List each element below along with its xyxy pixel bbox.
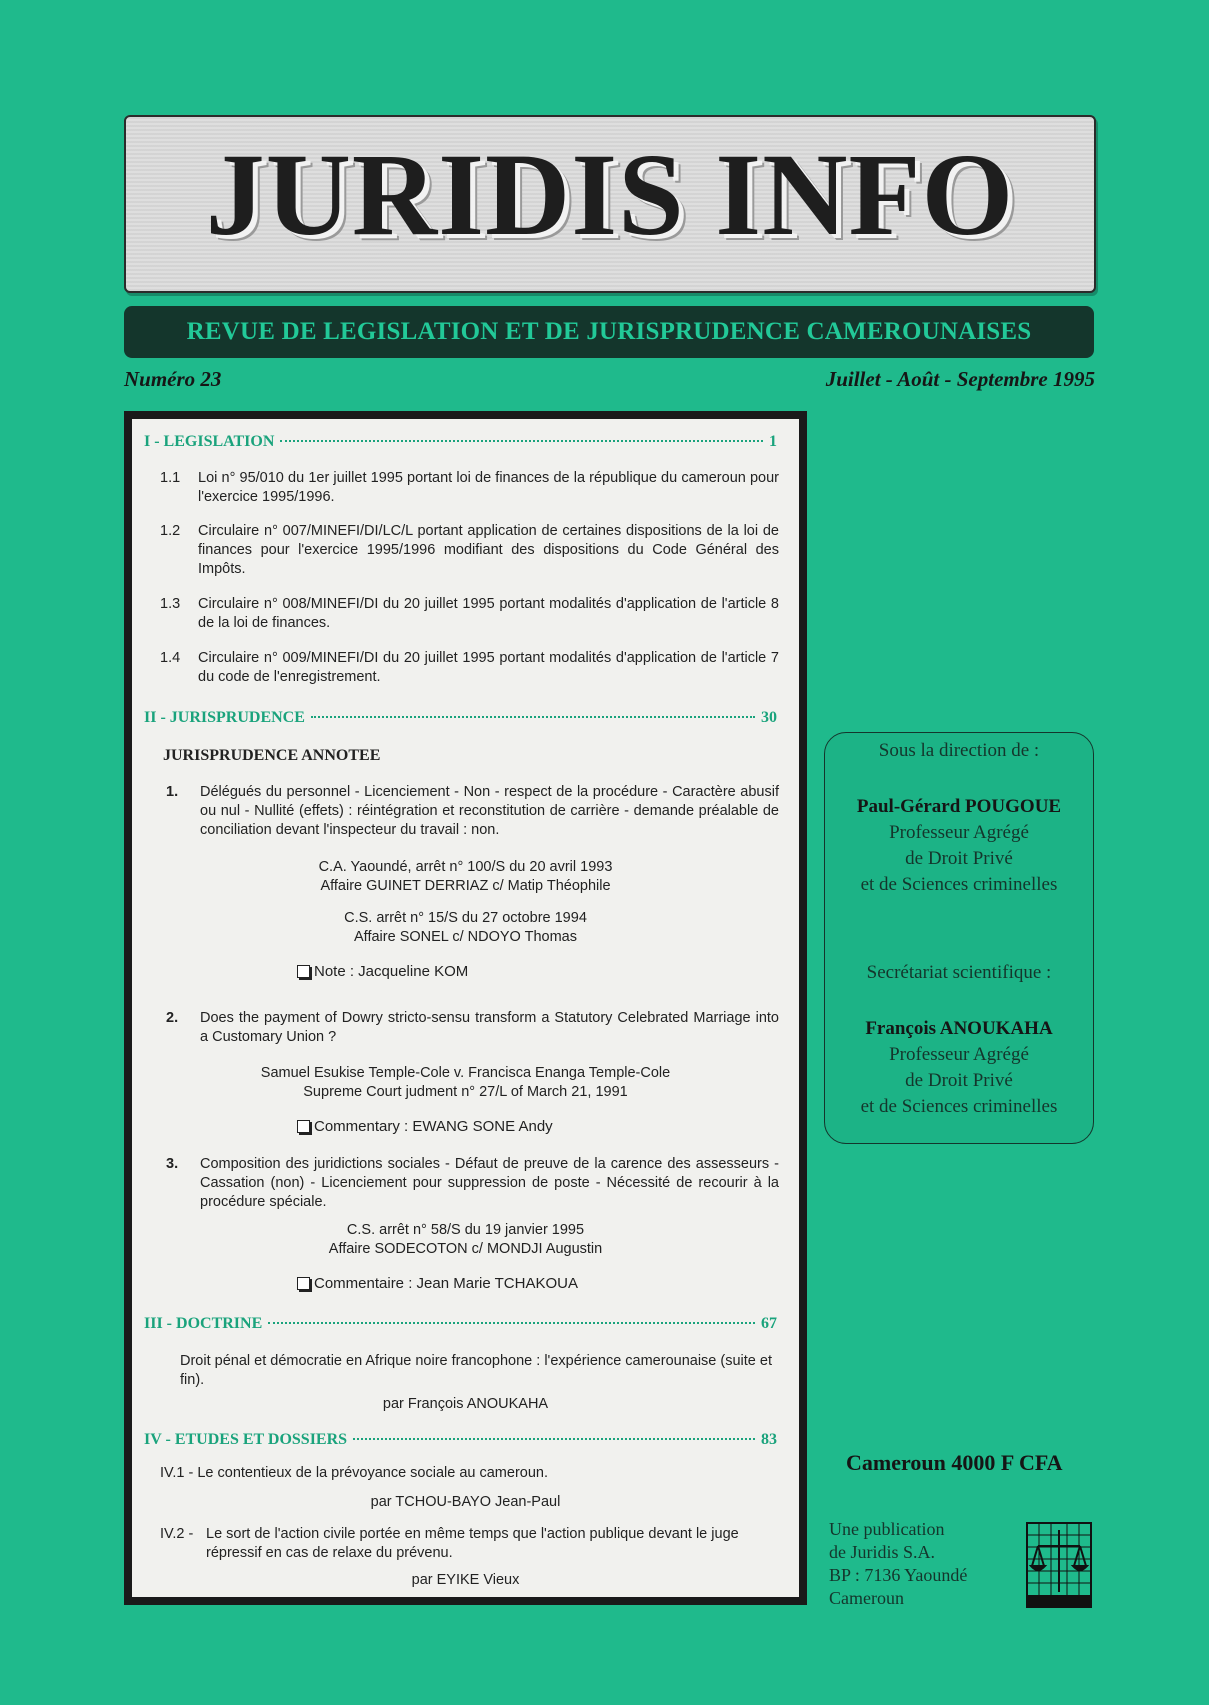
publisher-info [829, 1518, 967, 1610]
item-author: par TCHOU-BAYO Jean-Paul [370, 1494, 561, 1510]
case-text: Délégués du personnel - Licenciement - Non - respect de la procédure - Caractère abusif ou nul - Nullité (effets) : réintégration et reconstitution de carrière - demande préalable de conciliation devant l'inspecteur du travail : non. [200, 784, 779, 838]
publisher-line: Une publication [829, 1519, 945, 1539]
masthead [124, 115, 1096, 293]
list-item [160, 595, 779, 635]
item-number: 1.4 [160, 650, 181, 666]
section-page: 30 [761, 709, 777, 726]
dot-leader [353, 1438, 755, 1440]
secretary-name: François ANOUKAHA [865, 1018, 1053, 1039]
item-text: Loi n° 95/010 du 1er juillet 1995 portant loi de finances de la république du cameroun pour l'exercice 1995/1996. [198, 470, 779, 505]
item-text: Le contentieux de la prévoyance sociale au cameroun. [197, 1465, 549, 1481]
checkbox-bullet-icon [297, 965, 310, 978]
jurisprudence-subheading: JURISPRUDENCE ANNOTEE [163, 747, 381, 764]
case-item [166, 1009, 779, 1049]
case-reference: Samuel Esukise Temple-Cole v. Francisca Enanga Temple-Cole [260, 1065, 671, 1081]
secretariat-heading: Secrétariat scientifique : [866, 962, 1052, 983]
note-text: Note : Jacqueline KOM [314, 963, 469, 980]
list-item [160, 649, 779, 689]
note-text: Commentary : EWANG SONE Andy [314, 1118, 553, 1135]
director-title: de Droit Privé [905, 848, 1013, 869]
dot-leader [311, 716, 755, 718]
case-reference: C.A. Yaoundé, arrêt n° 100/S du 20 avril 1993 [318, 859, 613, 875]
direction-heading: Sous la direction de : [878, 740, 1040, 761]
item-number: 1.3 [160, 596, 181, 612]
list-item [160, 469, 779, 509]
section-page: 67 [761, 1315, 777, 1332]
item-number: IV.2 - [160, 1526, 194, 1542]
case-reference: Affaire SODECOTON c/ MONDJI Augustin [328, 1241, 603, 1257]
scales-of-justice-logo-icon [1026, 1522, 1092, 1608]
case-item [166, 1155, 779, 1215]
editorial-board-box [824, 732, 1094, 1144]
toc-section-legislation[interactable] [144, 433, 777, 451]
table-of-contents [124, 411, 807, 1605]
checkbox-bullet-icon [297, 1120, 310, 1133]
secretary-title: de Droit Privé [905, 1070, 1013, 1091]
section-title: IV - ETUDES ET DOSSIERS [144, 1431, 348, 1448]
item-author: par EYIKE Vieux [411, 1572, 520, 1588]
journal-subtitle: REVUE DE LEGISLATION ET DE JURISPRUDENCE CAMEROUNAISES [186, 318, 1032, 345]
case-text: Composition des juridictions sociales - Défaut de preuve de la carence des assesseurs - Cassation (non) - Licenciement pour suppression de poste - Nécessité de recourir à la procédure spéciale. [200, 1156, 779, 1210]
toc-section-doctrine[interactable] [144, 1315, 777, 1333]
list-item [160, 1464, 779, 1483]
journal-subtitle-bar [124, 306, 1094, 358]
toc-inner [132, 419, 799, 1597]
dot-leader [280, 440, 763, 442]
item-text: Le sort de l'action civile portée en même temps que l'action publique devant le juge répressif en cas de relaxe du prévenu. [206, 1526, 739, 1561]
case-number: 2. [166, 1010, 179, 1026]
dot-leader [268, 1322, 755, 1324]
toc-section-jurisprudence[interactable] [144, 709, 777, 727]
publisher-line: Cameroun [829, 1588, 904, 1608]
issue-date: Juillet - Août - Septembre 1995 [825, 367, 1095, 391]
item-number: 1.1 [160, 470, 181, 486]
section-title: II - JURISPRUDENCE [144, 709, 305, 726]
publisher-line: de Juridis S.A. [829, 1542, 936, 1562]
issue-number: Numéro 23 [124, 367, 222, 391]
case-note [297, 1118, 553, 1135]
checkbox-bullet-icon [297, 1277, 310, 1290]
director-title: et de Sciences criminelles [860, 874, 1058, 895]
list-item [160, 522, 779, 582]
director-name: Paul-Gérard POUGOUE [856, 796, 1062, 817]
case-text: Does the payment of Dowry stricto-sensu transform a Statutory Celebrated Marriage into a Customary Union ? [200, 1010, 779, 1045]
doctrine-author: par François ANOUKAHA [382, 1396, 549, 1412]
case-reference: Affaire SONEL c/ NDOYO Thomas [354, 929, 577, 945]
case-number: 3. [166, 1156, 179, 1172]
publisher-line: BP : 7136 Yaoundé [829, 1565, 968, 1585]
price: Cameroun 4000 F CFA [846, 1450, 1063, 1475]
case-item [166, 783, 779, 843]
toc-section-etudes[interactable] [144, 1431, 777, 1449]
secretary-title: Professeur Agrégé [889, 1044, 1029, 1065]
case-number: 1. [166, 784, 179, 800]
section-page: 1 [769, 433, 777, 450]
case-reference: C.S. arrêt n° 15/S du 27 octobre 1994 [344, 910, 587, 926]
secretary-title: et de Sciences criminelles [860, 1096, 1058, 1117]
doctrine-text: Droit pénal et démocratie en Afrique noire francophone : l'expérience camerounaise (suite et fin). [180, 1353, 772, 1388]
director-title: Professeur Agrégé [889, 822, 1029, 843]
item-text: Circulaire n° 009/MINEFI/DI du 20 juillet 1995 portant modalités d'application de l'article 7 du code de l'enregistrement. [198, 650, 779, 685]
item-number: IV.1 - [160, 1465, 194, 1481]
section-title: I - LEGISLATION [144, 433, 275, 450]
case-reference: C.S. arrêt n° 58/S du 19 janvier 1995 [346, 1222, 585, 1238]
section-page: 83 [761, 1431, 777, 1448]
item-text: Circulaire n° 007/MINEFI/DI/LC/L portant application de certaines dispositions de la loi de finances pour l'exercice 1995/1996 modifiant des dispositions du Code Général des Impôts. [198, 523, 779, 577]
item-number: 1.2 [160, 523, 181, 539]
case-note [297, 963, 468, 980]
case-note [297, 1275, 578, 1292]
case-reference: Supreme Court judment n° 27/L of March 21, 1991 [303, 1084, 628, 1100]
note-text: Commentaire : Jean Marie TCHAKOUA [314, 1275, 578, 1292]
section-title: III - DOCTRINE [144, 1315, 263, 1332]
item-text: Circulaire n° 008/MINEFI/DI du 20 juillet 1995 portant modalités d'application de l'article 8 de la loi de finances. [198, 596, 779, 631]
case-reference: Affaire GUINET DERRIAZ c/ Matip Théophile [320, 878, 611, 894]
journal-title: JURIDIS INFO [205, 129, 1015, 260]
